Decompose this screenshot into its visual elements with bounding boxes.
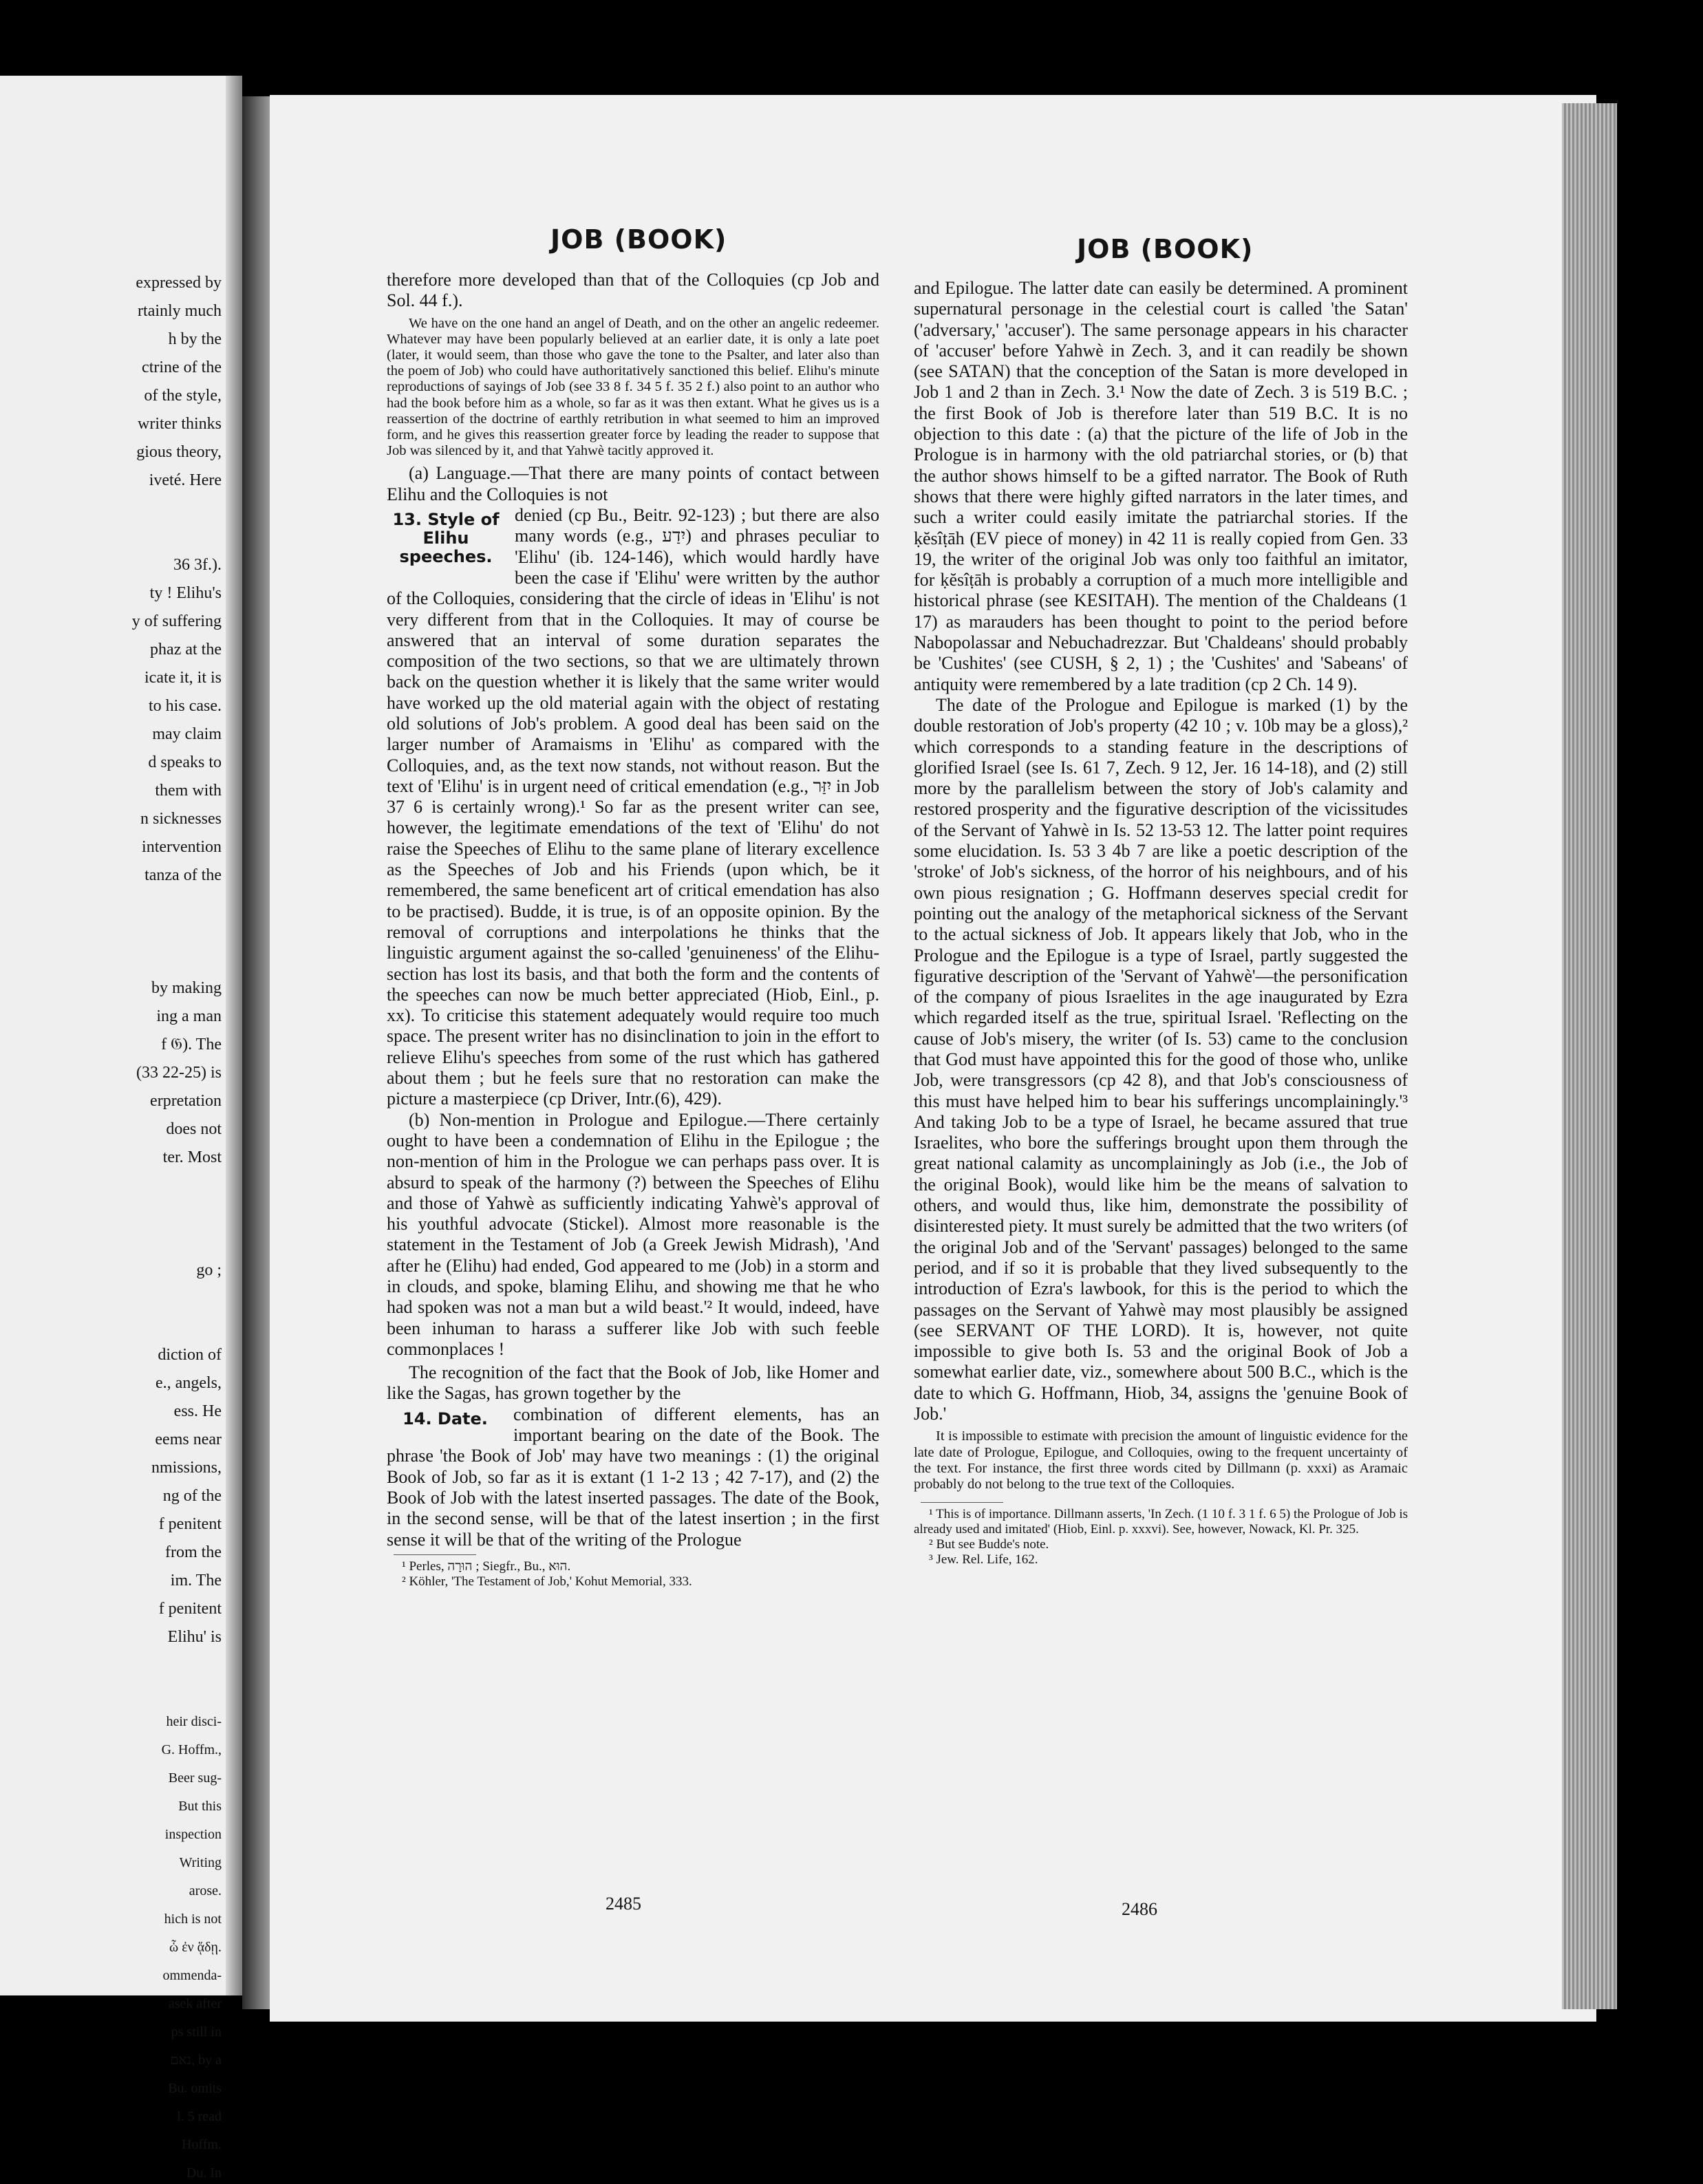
left-text-line: ng of the	[162, 1487, 222, 1505]
left-text-line: by making	[151, 979, 222, 997]
language-paragraph-body: denied (cp Bu., Beitr. 92-123) ; but there are also many words (e.g., יִדַע) and phrases peculiar to 'Elihu' (ib. 124-146), which would hardly have been the case if 'Elihu' were written by the author of the Colloquies, considering that the circle of ideas in 'Elihu' is not very different from that in the Colloquies. It may of course be answered that an interval of some duration separates the composition of the two sections, so that we are ultimately thrown back on the question whether it is likely that the same writer would have worked up the old material again with the object of restating old solutions of Job's problem. A good deal has been said on the larger number of Aramaisms in 'Elihu' as compared with the Colloquies, and, as the text now stands, not without reason. But the text of 'Elihu' is in urgent need of critical emendation (e.g., יִזַּר in Job 37 6 is certainly wrong).¹ So far as the present writer can see, however, the legitimate emendations of the text of 'Elihu' do not raise the Speeches of Elihu to the same plane of literary excellence as the Speeches of Job and his Friends (upon which, be it remembered, the same beneficent art of critical emendation has also to be practised). Budde, it is true, is of an opposite opinion. By the removal of corruptions and interpolations he thinks that the linguistic argument against the so-called 'genuineness' of the Elihu-section has lost its basis, and that both the form and the contents of the speeches can now be much better appreciated (Hiob, Einl., p. xx). To criticise this statement adequately would require too much space. The present writer has no disinclination to join in the effort to relieve Elihu's speeches from some of the rust which has gathered about them ; but he feels sure that no restoration can make the picture a masterpiece (cp Driver, Intr.(6), 429).	[387, 505, 880, 1109]
left-text-line: ing a man	[156, 1007, 222, 1025]
left-text-line: go ;	[196, 1261, 222, 1279]
left-text-line: (33 22-25) is	[136, 1064, 222, 1082]
footnote-1: ¹ Perles, הוּרָה ; Siegfr., Bu., הוּא.	[402, 1559, 571, 1574]
spine-shadow	[226, 76, 242, 1995]
left-text-line: Hoffm.	[182, 2137, 222, 2152]
left-page-fragment	[0, 76, 242, 2181]
left-text-line: expressed by	[136, 274, 222, 292]
left-text-line: icate it, it is	[144, 669, 222, 687]
left-text-line: ess. He	[173, 1402, 222, 1420]
small-print-paragraph: We have on the one hand an angel of Death, and on the other an angelic redeemer. Whatever may have been popularly believed at an earlier date, it is only a late poet (later, it would seem, than those who gave the tone to the Psalter, and later also than the poem of Job) who could have authoritatively sanctioned this belief. Elihu's minute reproductions of sayings of Job (see 33 8 f. 34 5 f. 35 2 f.) also point to an author who had the book before him as a whole, so far as it was then extant. What he gives us is a reassertion of the doctrine of earthly retribution in what seemed to him an improved form, and he gives this reassertion greater force by leading the reader to suppose that Job was silenced by it, and that Yahwè tacitly approved it.	[387, 315, 879, 459]
left-text-line: intervention	[142, 838, 222, 856]
book-gutter	[242, 96, 270, 2009]
left-text-line: of the style,	[144, 387, 222, 405]
left-text-line: ommenda-	[162, 1968, 222, 1983]
left-text-line: arose.	[189, 1883, 222, 1898]
left-text-line: 36 3f.).	[173, 556, 222, 574]
left-text-line: f 𝔊). The	[161, 1036, 222, 1053]
left-text-line: them with	[155, 782, 222, 800]
satan-paragraph: and Epilogue. The latter date can easily be determined. A prominent supernatural personage in the celestial court is called 'the Satan' ('adversary,' 'accuser'). The same personage appears in his character of 'accuser' before Yahwè in Zech. 3, and it can readily be shown (see SATAN) that the conception of the Satan is more developed in Job 1 and 2 than in Zech. 3.¹ Now the date of Zech. 3 is 519 B.C. ; the first Book of Job is therefore later than 519 B.C. It is no objection to this date : (a) that the picture of the life of Job in the Prologue is in harmony with the old patriarchal stories, or (b) that the author shows himself to be a gifted narrator. The Book of Ruth shows that there were highly gifted narrators in the later times, and such a writer could easily imitate the patriarchal stories. If the ḳĕsîṭāh (EV piece of money) in 42 11 is really copied from Gen. 33 19, the writer of the original Job was only too faithful an imitator, for ḳĕsîṭāh is probably a corruption of a much more intelligible and historical phrase (see KESITAH). The mention of the Chaldeans (1 17) as marauders has been thought to point to the period before Nabopolassar and Nebuchadrezzar. But 'Chaldeans' should probably be 'Cushites' (see CUSH, § 2, 1) ; the 'Cushites' and 'Sabeans' of antiquity were remembered by a late tradition (cp 2 Ch. 14 9).	[914, 278, 1408, 694]
page-number-2486: 2486	[1122, 1899, 1157, 1919]
left-text-line: rtainly much	[138, 302, 222, 320]
date-paragraph-lead: The recognition of the fact that the Book of Job, like Homer and like the Sagas, has grown together by the	[387, 1362, 879, 1404]
left-text-line: But this	[178, 1799, 222, 1814]
left-text-line: Elihu' is	[167, 1628, 222, 1646]
left-text-line: does not	[166, 1120, 222, 1138]
left-text-line: gious theory,	[136, 443, 222, 461]
left-text-line: נאם, by a	[170, 2053, 222, 2068]
column-page-2485	[387, 270, 879, 1589]
left-text-line: n sicknesses	[140, 810, 222, 828]
left-text-line: im. The	[170, 1572, 222, 1589]
footnote-3: ¹ This is of importance. Dillmann asserts, 'In Zech. (1 10 f. 3 1 f. 6 5) the Prologue of Job is already used and imitated' (Hiob, Einl. p. xxxvi). See, however, Nowack, Kl. Pr. 325.	[914, 1507, 1408, 1537]
footnote-2: ² Köhler, 'The Testament of Job,' Kohut Memorial, 333.	[402, 1574, 692, 1589]
page-header-left: JOB (BOOK)	[550, 224, 727, 255]
left-text-line: ὧ ἐν ᾅδῃ.	[169, 1940, 222, 1955]
prologue-date-paragraph: The date of the Prologue and Epilogue is marked (1) by the double restoration of Job's property (42 10 ; v. 10b may be a gloss),² which corresponds to a standing feature in the descriptions of glorified Israel (see Is. 61 7, Zech. 9 12, Jer. 16 14-18), and (2) still more by the parallelism between the story of Job's calamity and restored prosperity and the figurative description of the vicissitudes of the Servant of Yahwè in Is. 52 13-53 12. The latter point requires some elucidation. Is. 53 3 4b 7 are like a poetic description of the 'stroke' of Job's sickness, of the horror of his neighbours, and of his own pious resignation ; G. Hoffmann deserves special credit for pointing out the analogy of the metaphorical sickness of the Servant to the actual sickness of Job. It appears likely that Job, who in the Prologue and the Epilogue is a type of Israel, partly suggested the figurative description of the 'Servant of Yahwè'—the personification of the company of pious Israelites in the age inaugurated by Ezra which regarded itself as the true, spiritual Israel. 'Reflecting on the cause of Job's misery, the writer (of Is. 53) came to the conclusion that God must have appointed this for the good of those who, unlike Job, were transgressors (cp 42 8), and that Job's consciousness of this must have helped him to bear his sufferings uncomplainingly.'³ And taking Job to be a type of Israel, he became assured that true Israelites, who bore the sufferings brought upon them through the great national calamity as uncomplainingly as Job (i.e., the Job of the original Book), would like him be the means of salvation to others, and would thus, like him, demonstrate the possibility of disinterested piety. It must surely be admitted that the two writers (of the original Job and of the 'Servant' passages) belonged to the same period, and if so it is probable that they lived subsequently to the introduction of Ezra's lawbook, for this is the period to which the passages on the Servant of Yahwè may most plausibly be assigned (see SERVANT OF THE LORD). It is, however, not quite impossible to give both Is. 53 and the original Book of Job a somewhat earlier date, viz., somewhere about 500 B.C., which is the date to which G. Hoffmann, Hiob, 34, assigns the 'genuine Book of Job.'	[914, 694, 1408, 1424]
left-text-line: writer thinks	[138, 415, 222, 433]
left-text-line: nmissions,	[151, 1459, 222, 1477]
left-text-line: to his case.	[149, 697, 222, 715]
left-text-line: h by the	[168, 330, 222, 348]
left-text-line: Beer sug-	[168, 1770, 222, 1786]
left-text-line: f penitent	[158, 1515, 222, 1533]
left-text-line: Bu. omits	[168, 2081, 222, 2096]
left-text-line: y of suffering	[131, 612, 222, 630]
date-paragraph-body: combination of different elements, has an important bearing on the date of the Book. The phrase 'the Book of Job' may have two meanings : (1) the original Book of Job, so far as it is extant (1 1-2 13 ; 42 7-17), and (2) the Book of Job with the latest inserted passages. The date of the Book, in the second sense, will be that of the latest insertion ; in the first sense it will be that of the writing of the Prologue	[387, 1404, 879, 1550]
left-text-line: may claim	[152, 725, 222, 743]
left-text-line: diction of	[158, 1346, 222, 1364]
left-text-line: ctrine of the	[142, 358, 222, 376]
left-text-line: l. 5 read	[177, 2109, 222, 2124]
left-text-line: asek after	[168, 1996, 222, 2011]
footnote-rule-2	[921, 1502, 1003, 1503]
left-text-line: tanza of the	[144, 866, 222, 884]
footnote-rule	[394, 1554, 476, 1555]
footnote-4: ² But see Budde's note.	[929, 1537, 1049, 1552]
page-number-2485: 2485	[606, 1894, 641, 1914]
small-print-paragraph-2: It is impossible to estimate with precision the amount of linguistic evidence for the late date of Prologue, Epilogue, and Colloquies, owing to the frequent uncertainty of the text. For instance, the first three words cited by Dillmann (p. xxxi) as Aramaic probably do not belong to the true text of the Colloquies.	[914, 1428, 1408, 1492]
column-page-2486	[914, 278, 1408, 1567]
section-14-heading: 14. Date.	[403, 1409, 488, 1428]
left-text-line: eems near	[155, 1431, 222, 1448]
left-text-line: iveté. Here	[149, 471, 222, 489]
language-paragraph-lead: (a) Language.—That there are many points of contact between Elihu and the Colloquies is not	[387, 463, 879, 504]
left-text-line: f penitent	[158, 1600, 222, 1618]
non-mention-paragraph: (b) Non-mention in Prologue and Epilogue.—There certainly ought to have been a condemnation of Elihu in the Epilogue ; the non-mention of him in the Prologue we can perhaps pass over. It is absurd to speak of the harmony (?) between the Speeches of Elihu and those of Yahwè as sufficiently indicating Yahwè's approval of his youthful advocate (Stickel). Almost more reasonable is the statement in the Testament of Job (a Greek Jewish Midrash), 'And after he (Elihu) had ended, God appeared to me (Job) in a storm and in clouds, and spoke, blaming Elihu, and showing me that he who had spoken was not a man but a wild beast.'² It would, indeed, have been inhuman to harass a sufferer like Job with such feeble commonplaces !	[387, 1109, 879, 1359]
left-text-line: ter. Most	[162, 1148, 222, 1166]
left-text-line: from the	[165, 1543, 222, 1561]
left-text-line: ty ! Elihu's	[149, 584, 222, 602]
page-header-right: JOB (BOOK)	[1077, 234, 1254, 264]
left-text-line: inspection	[164, 1827, 222, 1842]
left-text-line: erpretation	[150, 1092, 222, 1110]
left-text-line: e., angels,	[156, 1374, 222, 1392]
page-edges	[1562, 103, 1617, 2009]
left-text-line: Du. In	[186, 2165, 222, 2181]
left-text-line: phaz at the	[150, 641, 222, 659]
left-text-line: d speaks to	[148, 753, 222, 771]
left-text-line: hich is not	[164, 1912, 222, 1927]
footnote-5: ³ Jew. Rel. Life, 162.	[929, 1552, 1038, 1567]
left-text-line: ps still in	[171, 2024, 222, 2040]
left-text-line: G. Hoffm.,	[161, 1742, 222, 1757]
section-13-heading: 13. Style of Elihu speeches.	[392, 510, 500, 567]
intro-paragraph: therefore more developed than that of the Colloquies (cp Job and Sol. 44 f.).	[387, 270, 879, 311]
left-text-line: Writing	[179, 1855, 222, 1870]
left-text-line: heir disci-	[166, 1714, 222, 1729]
